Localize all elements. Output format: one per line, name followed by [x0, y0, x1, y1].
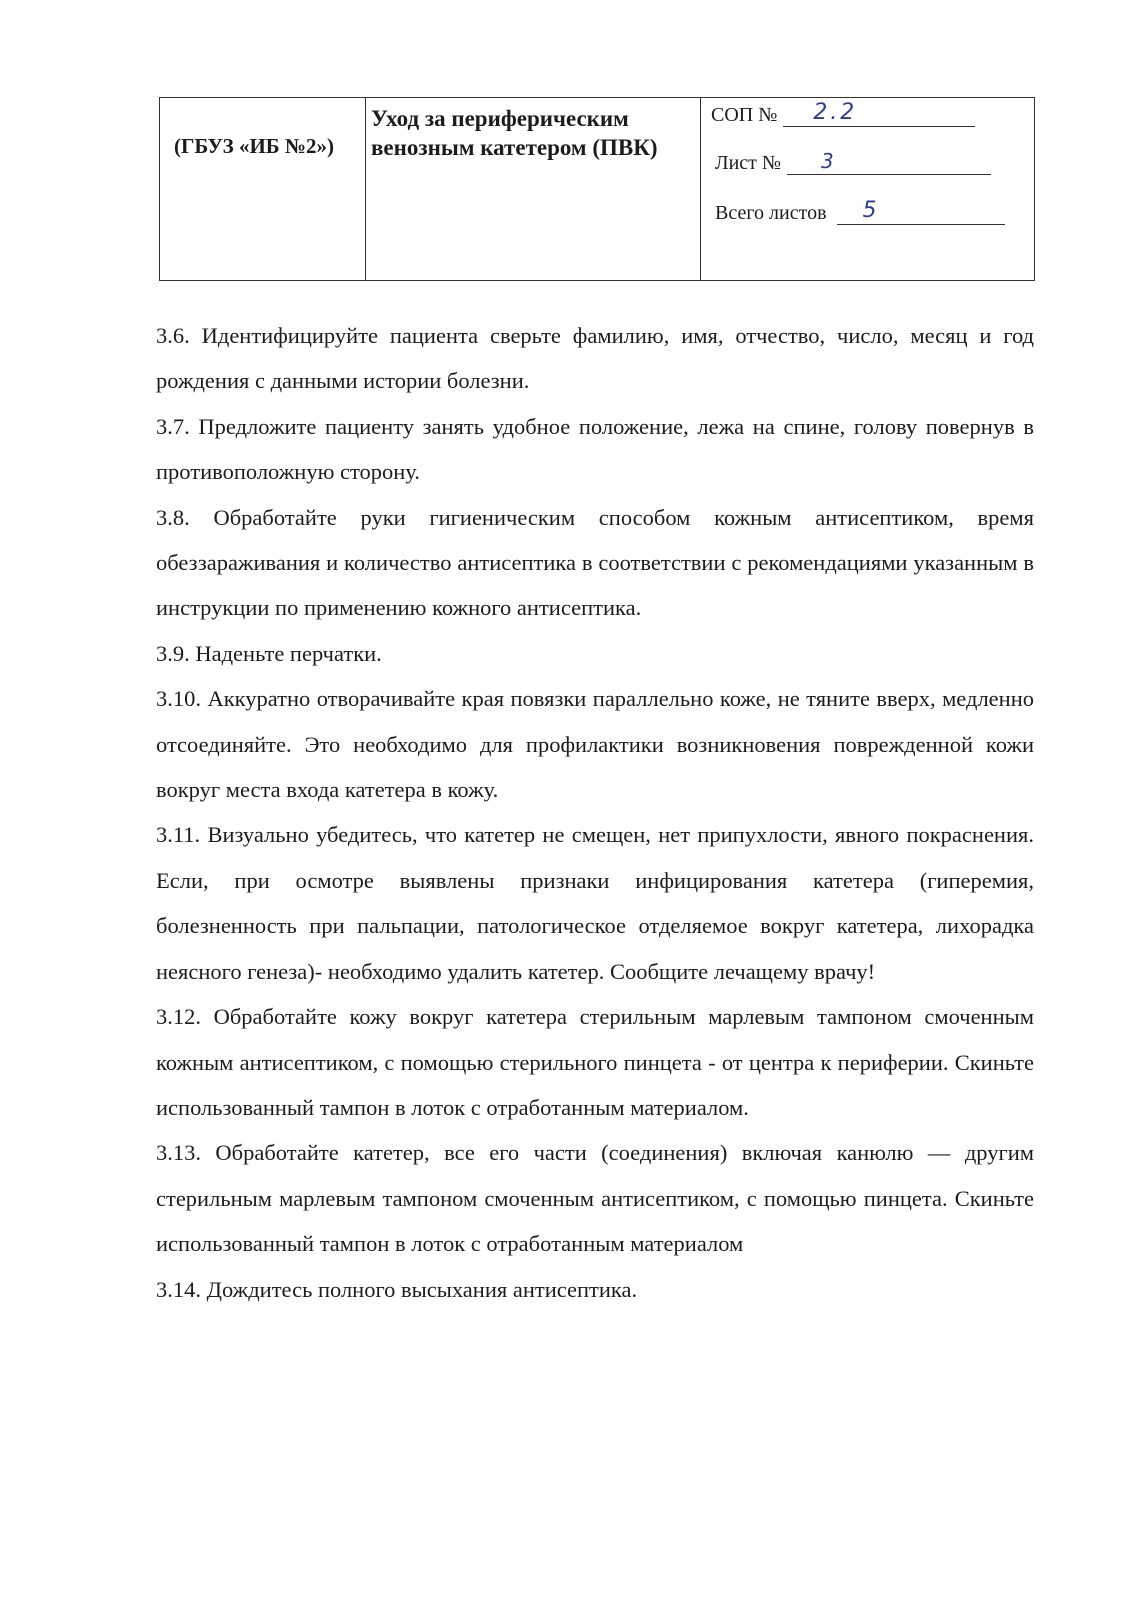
document-title: Уход за периферическим венозным катетером (ПВК): [371, 106, 658, 160]
sop-number-row: [711, 102, 975, 127]
sop-number-blank: [783, 102, 975, 127]
organization-cell: [160, 98, 366, 280]
paragraph-3-13: 3.13. Обработайте катетер, все его части (соединения) включая канюлю — другим стерильным марлевым тампоном смоченным антисептиком, с помощью пинцета. Скиньте использованный тампон в лоток с отработанным материалом: [156, 1140, 1034, 1257]
sheet-number-row: [715, 150, 991, 175]
paragraph-3-10: 3.10. Аккуратно отворачивайте края повязки параллельно коже, не тяните вверх, медленно отсоединяйте. Это необходимо для профилактики возникновения поврежденной кожи вокруг места входа катетера в кожу.: [156, 686, 1034, 803]
paragraph-3-11: 3.11. Визуально убедитесь, что катетер не смещен, нет припухлости, явного покраснения. Если, при осмотре выявлены признаки инфицирования катетера (гиперемия, болезненность при пальпации, патологическое отделяемое вокруг катетера, лихорадка неясного генеза)- необходимо удалить катетер. Сообщите лечащему врачу!: [156, 822, 1034, 984]
paragraph-3-6: 3.6. Идентифицируйте пациента сверьте фамилию, имя, отчество, число, месяц и год рождения с данными истории болезни.: [156, 323, 1034, 394]
sop-label: СОП №: [711, 104, 778, 126]
total-sheets-label: Всего листов: [715, 202, 827, 224]
total-sheets-value: 5: [862, 198, 880, 223]
paragraph-3-12: 3.12. Обработайте кожу вокруг катетера стерильным марлевым тампоном смоченным кожным антисептиком, с помощью стерильного пинцета - от центра к периферии. Скиньте использованный тампон в лоток с отработанным материалом.: [156, 1004, 1034, 1120]
header-table: [159, 97, 1035, 281]
paragraph-3-7: 3.7. Предложите пациенту занять удобное положение, лежа на спине, голову повернув в противоположную сторону.: [156, 413, 1034, 485]
paragraph-3-8: 3.8. Обработайте руки гигиеническим способом кожным антисептиком, время обеззараживания и количество антисептика в соответствии с рекомендациями указанным в инструкции по применению кожного антисептика.: [156, 504, 1034, 621]
sheet-number-value: 3: [820, 149, 837, 173]
organization-name: (ГБУЗ «ИБ №2»): [174, 134, 335, 158]
title-cell: [366, 98, 701, 280]
total-sheets-row: [715, 200, 1005, 225]
paragraph-3-9: 3.9. Наденьте перчатки.: [156, 640, 382, 666]
sheet-label: Лист №: [715, 152, 781, 174]
sop-number-value: 2.2: [813, 100, 858, 125]
paragraph-3-14: 3.14. Дождитесь полного высыхания антисептика.: [156, 1276, 638, 1302]
document-body: [156, 313, 1034, 1312]
meta-cell: [701, 98, 1034, 280]
total-sheets-blank: [837, 200, 1005, 225]
sheet-number-blank: [787, 150, 991, 175]
